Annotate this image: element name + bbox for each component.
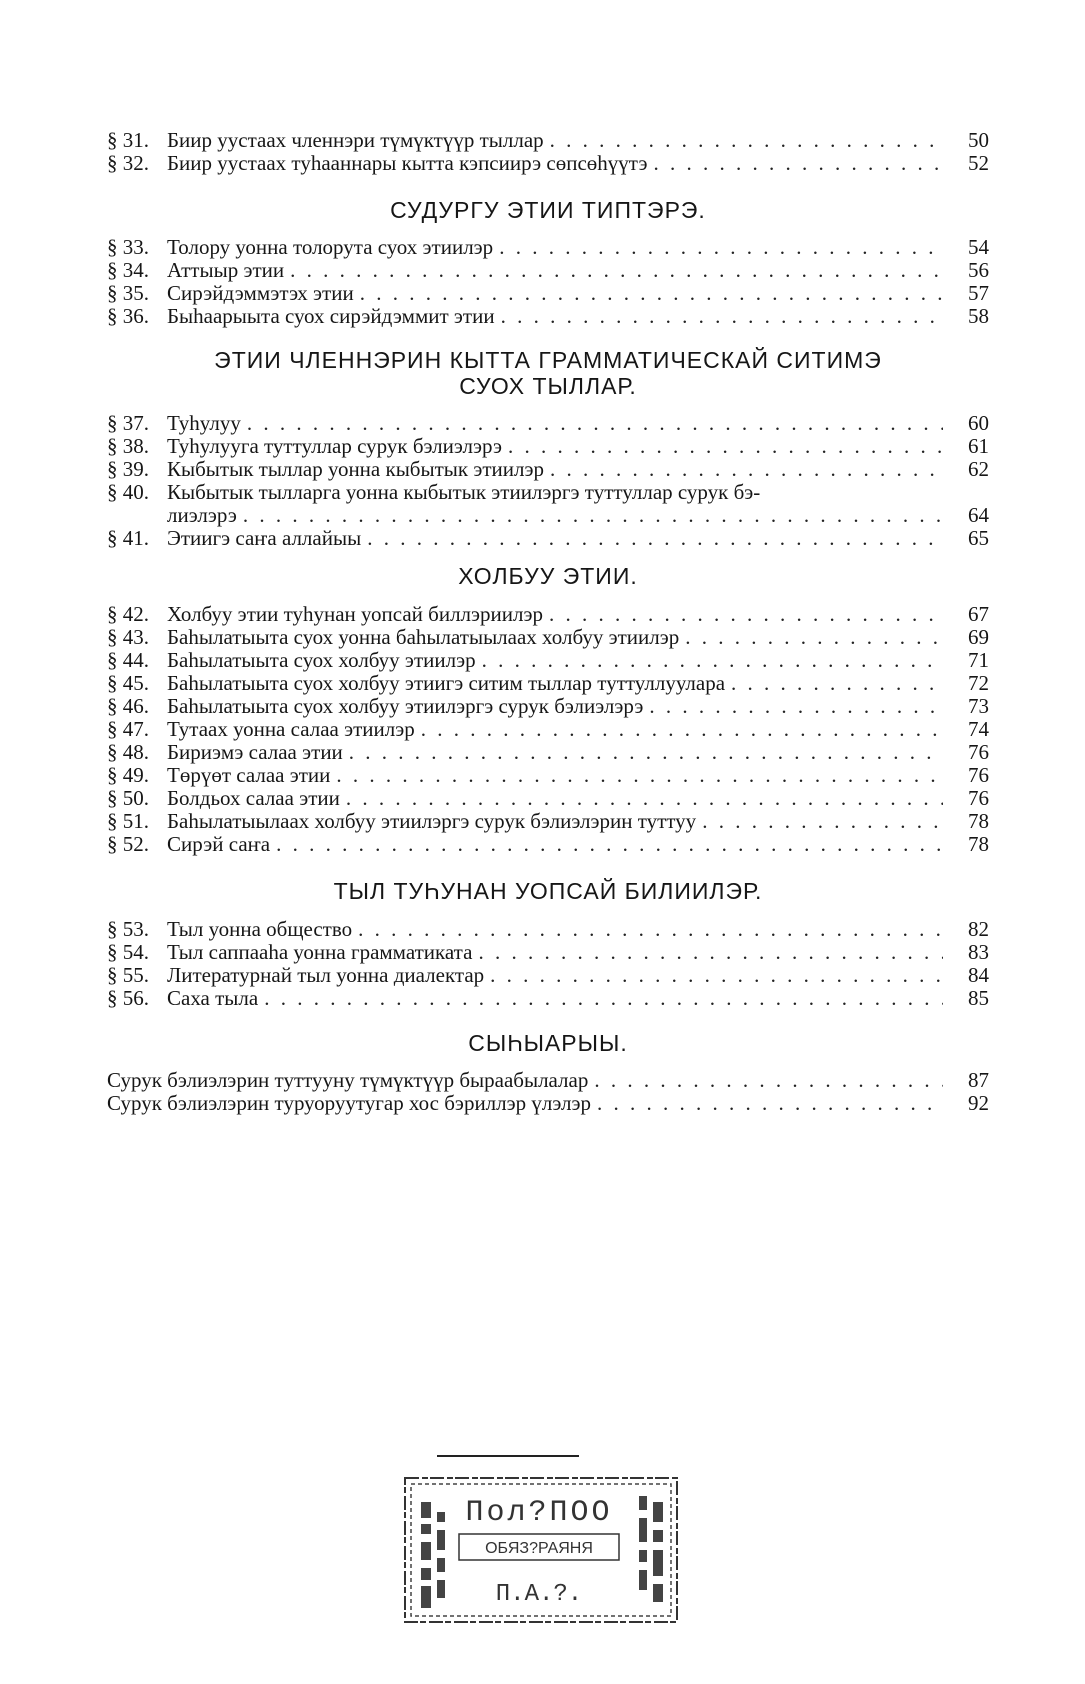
- entry-title: Сирэйдэммэтэх этии: [167, 281, 354, 305]
- entry-title: Биир уустаах туһааннары кытта кэпсиирэ сөпсөһүүтэ: [167, 151, 648, 175]
- toc-entry: [107, 918, 989, 941]
- page-number: 60: [968, 411, 989, 435]
- entry-title: Баһылатыыта суох холбуу этиилэр: [167, 648, 476, 672]
- page-number: 76: [968, 763, 989, 787]
- toc-entry: [107, 787, 989, 810]
- section-number: § 48.: [107, 740, 149, 764]
- page-number: 87: [968, 1068, 989, 1092]
- leader-dots: [336, 764, 943, 787]
- stamp-top-text: Пол?ПОО: [465, 1496, 613, 1530]
- leader-dots: [490, 964, 943, 987]
- page-number: 67: [968, 602, 989, 626]
- page-number: 73: [968, 694, 989, 718]
- toc-group-3: [107, 412, 989, 550]
- entry-title: Баһылатыыта суох холбуу этиигэ ситим тыллар туттуллуулара: [167, 671, 726, 695]
- page-number: 56: [968, 258, 989, 282]
- entry-title: Литературнай тыл уонна диалектар: [167, 963, 485, 987]
- page-number: 78: [968, 809, 989, 833]
- toc-entry: [107, 695, 989, 718]
- toc-entry: [107, 603, 989, 626]
- leader-dots: [247, 412, 943, 435]
- toc-entry: [107, 941, 989, 964]
- heading-general-language-knowledge: ТЫЛ ТУҺУНАН УОПСАЙ БИЛИИЛЭР.: [333, 878, 763, 904]
- section-number: § 51.: [107, 809, 149, 833]
- section-number: § 52.: [107, 832, 149, 856]
- page-number: 72: [968, 671, 989, 695]
- toc-entry: [107, 626, 989, 649]
- leader-dots: [549, 603, 943, 626]
- stamp-middle-text: ОБЯЗ?РАЯНЯ: [485, 1540, 593, 1557]
- leader-dots: [550, 129, 943, 152]
- section-number: § 42.: [107, 602, 149, 626]
- entry-title-continued: лиэлэрэ: [167, 503, 237, 527]
- stamp-bottom-text: П.А.?.: [495, 1581, 583, 1608]
- page-number: 74: [968, 717, 989, 741]
- page-number: 61: [968, 434, 989, 458]
- toc-entry: [107, 672, 989, 695]
- page-number: 92: [968, 1091, 989, 1115]
- entry-title: Сирэй саҥа: [167, 832, 271, 856]
- entry-title: Туһулууга туттуллар сурук бэлиэлэрэ: [167, 434, 503, 458]
- page-number: 85: [968, 986, 989, 1010]
- entry-title: Баһылатыылаах холбуу этиилэргэ сурук бэлиэлэрин туттуу: [167, 809, 697, 833]
- page-number: 54: [968, 235, 989, 259]
- section-number: § 34.: [107, 258, 149, 282]
- leader-dots: [290, 259, 943, 282]
- section-number: § 56.: [107, 986, 149, 1010]
- section-number: § 36.: [107, 304, 149, 328]
- entry-title: Быһаарыыта суох сирэйдэммит этии: [167, 304, 495, 328]
- section-number: § 54.: [107, 940, 149, 964]
- heading-appendix: СЫҺЫАРЫЫ.: [468, 1030, 628, 1056]
- toc-group-2: [107, 236, 989, 328]
- entry-title: Баһылатыыта суох холбуу этиилэргэ сурук бэлиэлэрэ: [167, 694, 644, 718]
- entry-title: Саха тыла: [167, 986, 259, 1010]
- section-number: § 33.: [107, 235, 149, 259]
- section-number: § 40.: [107, 480, 149, 504]
- leader-dots: [358, 918, 943, 941]
- section-number: § 47.: [107, 717, 149, 741]
- toc-entry: [107, 987, 989, 1010]
- entry-title: Аттыыр этии: [167, 258, 285, 282]
- entry-title: Холбуу этии туһунан уопсай биллэриилэр: [167, 602, 544, 626]
- entry-title: Кыбытык тылларга уонна кыбытык этиилэргэ туттуллар сурук бэ-: [167, 480, 761, 504]
- page-number: 52: [968, 151, 989, 175]
- page-number: 69: [968, 625, 989, 649]
- entry-title: Сурук бэлиэлэрин туруоруутугар хос бэриллэр үлэлэр: [107, 1091, 592, 1115]
- page-number: 64: [968, 503, 989, 527]
- entry-title: Баһылатыыта суох уонна баһылатыылаах холбуу этиилэр: [167, 625, 680, 649]
- leader-dots: [360, 282, 943, 305]
- toc-entry: [107, 810, 989, 833]
- section-number: § 32.: [107, 151, 149, 175]
- appendix-entry: [107, 1092, 989, 1115]
- section-number: § 39.: [107, 457, 149, 481]
- toc-appendix: [107, 1069, 989, 1115]
- page-number: 82: [968, 917, 989, 941]
- section-number: § 38.: [107, 434, 149, 458]
- appendix-entry: [107, 1069, 989, 1092]
- toc-group-5: [107, 918, 989, 1010]
- toc-entry: [107, 718, 989, 741]
- page-number: 84: [968, 963, 989, 987]
- leader-dots: [482, 649, 943, 672]
- toc-entry: [107, 833, 989, 856]
- section-number: § 37.: [107, 411, 149, 435]
- leader-dots: [501, 305, 943, 328]
- leader-dots: [276, 833, 943, 856]
- toc-entry: [107, 481, 989, 504]
- entry-title: Толору уонна толорута суох этиилэр: [167, 235, 494, 259]
- leader-dots: [508, 435, 943, 458]
- entry-title: Биир уустаах членнэри түмүктүүр тыллар: [167, 128, 544, 152]
- leader-dots: [702, 810, 943, 833]
- leader-dots: [597, 1092, 943, 1115]
- section-number: § 35.: [107, 281, 149, 305]
- leader-dots: [594, 1069, 943, 1092]
- leader-dots: [685, 626, 943, 649]
- toc-entry: [107, 152, 989, 175]
- leader-dots: [731, 672, 943, 695]
- toc-entry-continuation: [107, 504, 989, 527]
- toc-entry: [107, 964, 989, 987]
- section-number: § 43.: [107, 625, 149, 649]
- library-stamp: [401, 1472, 681, 1628]
- entry-title: Тыл саппааһа уонна грамматиката: [167, 940, 473, 964]
- toc-entry: [107, 764, 989, 787]
- section-number: § 44.: [107, 648, 149, 672]
- toc-entry: [107, 236, 989, 259]
- toc-entry: [107, 305, 989, 328]
- section-number: § 45.: [107, 671, 149, 695]
- toc-entry: [107, 412, 989, 435]
- section-number: § 41.: [107, 526, 149, 550]
- entry-title: Туһулуу: [167, 411, 241, 435]
- toc-entry: [107, 741, 989, 764]
- page-number: 65: [968, 526, 989, 550]
- toc-entry: [107, 435, 989, 458]
- leader-dots: [349, 741, 943, 764]
- page-number: 83: [968, 940, 989, 964]
- entry-title: Сурук бэлиэлэрин туттууну түмүктүүр быраабылалар: [107, 1068, 589, 1092]
- section-number: § 49.: [107, 763, 149, 787]
- heading-sentence-members: [107, 347, 989, 399]
- toc-entry: [107, 458, 989, 481]
- section-number: § 50.: [107, 786, 149, 810]
- entry-title: Болдьох салаа этии: [167, 786, 340, 810]
- toc-group-4: [107, 603, 989, 856]
- leader-dots: [264, 987, 943, 1010]
- page-number: 57: [968, 281, 989, 305]
- page-number: 58: [968, 304, 989, 328]
- leader-dots: [478, 941, 943, 964]
- leader-dots: [367, 527, 943, 550]
- section-number: § 55.: [107, 963, 149, 987]
- page-number: 76: [968, 786, 989, 810]
- page-number: 50: [968, 128, 989, 152]
- entry-title: Этиигэ саҥа аллайыы: [167, 526, 362, 550]
- heading-line-1: ЭТИИ ЧЛЕННЭРИН КЫТТА ГРАММАТИЧЕСКАЙ СИТИМЭ: [214, 347, 882, 373]
- leader-dots: [421, 718, 943, 741]
- leader-dots: [243, 504, 943, 527]
- toc-entry: [107, 649, 989, 672]
- page-number: 62: [968, 457, 989, 481]
- section-number: § 53.: [107, 917, 149, 941]
- page-number: 78: [968, 832, 989, 856]
- section-number: § 46.: [107, 694, 149, 718]
- entry-title: Тутаах уонна салаа этиилэр: [167, 717, 415, 741]
- heading-simple-sentence-types: СУДУРГУ ЭТИИ ТИПТЭРЭ.: [390, 197, 706, 223]
- toc-entry: [107, 282, 989, 305]
- leader-dots: [653, 152, 943, 175]
- entry-title: Бириэмэ салаа этии: [167, 740, 343, 764]
- end-rule: [437, 1455, 579, 1457]
- leader-dots: [499, 236, 943, 259]
- entry-title: Төрүөт салаа этии: [167, 763, 331, 787]
- leader-dots: [550, 458, 943, 481]
- page-number: 76: [968, 740, 989, 764]
- toc-entry: [107, 527, 989, 550]
- page-number: 71: [968, 648, 989, 672]
- entry-title: Кыбытык тыллар уонна кыбытык этиилэр: [167, 457, 544, 481]
- heading-line-2: СУОХ ТЫЛЛАР.: [459, 373, 637, 399]
- heading-compound-sentence: ХОЛБУУ ЭТИИ.: [458, 563, 638, 589]
- leader-dots: [346, 787, 943, 810]
- toc-entry: [107, 259, 989, 282]
- section-number: § 31.: [107, 128, 149, 152]
- toc-group-1: [107, 129, 989, 175]
- leader-dots: [649, 695, 943, 718]
- entry-title: Тыл уонна общество: [167, 917, 353, 941]
- toc-entry: [107, 129, 989, 152]
